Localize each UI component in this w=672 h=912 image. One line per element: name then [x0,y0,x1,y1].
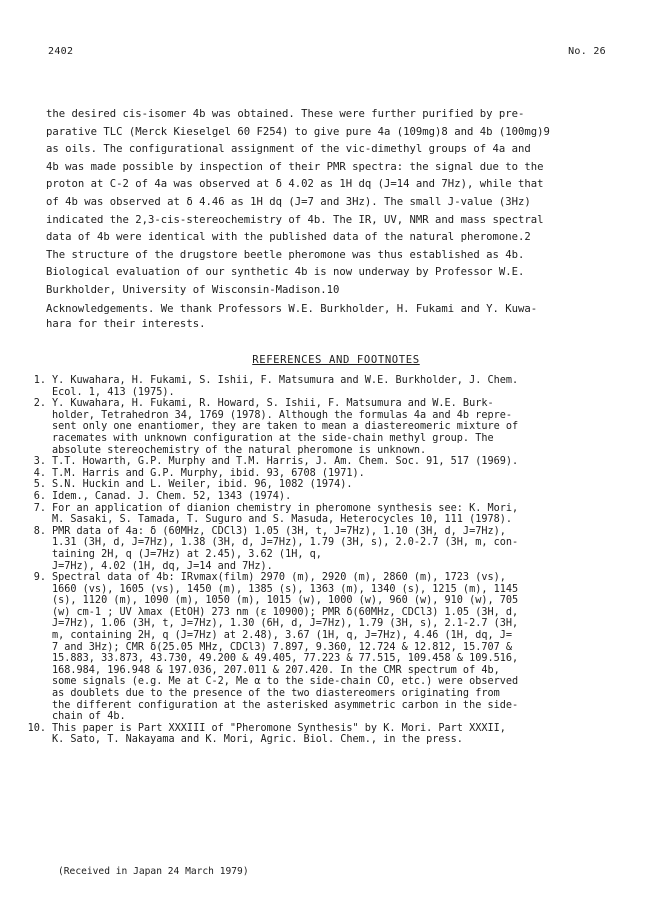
body-line: proton at C-2 of 4a was observed at δ 4.02 as 1H dq (J=14 and 7Hz), while that [46,178,544,191]
reference-number: 7. [33,502,46,514]
reference-number: 8. [33,525,46,537]
reference-text [52,572,632,723]
reference-line: Y. Kuwahara, H. Fukami, R. Howard, S. Ishii, F. Matsumura and W.E. Burk- [52,398,494,410]
ack-line: Acknowledgements. We thank Professors W.E. Burkholder, H. Fukami and Y. Kuwa- [46,303,538,315]
reference-line: K. Sato, T. Nakayama and K. Mori, Agric. Biol. Chem., in the press. [52,734,463,746]
reference-line: This paper is Part XXXIII of "Pheromone Synthesis" by K. Mori. Part XXXII, [52,722,506,734]
reference-line: absolute stereochemistry of the natural pheromone is unknown. [52,444,427,456]
body-line: indicated the 2,3-cis-stereochemistry of 4b. The IR, UV, NMR and mass spectral [46,213,544,226]
reference-line: as doublets due to the presence of the two diastereomers originating from [52,688,500,700]
references-heading-text: REFERENCES AND FOOTNOTES [252,354,420,366]
reference-text [52,723,632,746]
reference-line: Idem., Canad. J. Chem. 52, 1343 (1974). [52,490,292,502]
body-line: of 4b was observed at δ 4.46 as 1H dq (J=7 and 3Hz). The small J-value (3Hz) [46,195,531,208]
journal-issue: No. 26 [568,46,606,57]
reference-line: T.M. Harris and G.P. Murphy, ibid. 93, 6708 (1971). [52,467,365,479]
reference-line: Y. Kuwahara, H. Fukami, S. Ishii, F. Matsumura and W.E. Burkholder, J. Chem. [52,375,519,386]
reference-text [52,398,632,456]
body-line: the desired cis-isomer 4b was obtained. These were further purified by pre- [46,108,525,120]
reference-text [52,468,632,480]
body-line: 4b was made possible by inspection of their PMR spectra: the signal due to the [46,160,544,173]
reference-item [20,456,632,468]
reference-text [52,375,632,398]
reference-number: 2. [33,398,46,410]
reference-item [20,526,632,572]
page-number: 2402 [48,46,74,57]
reference-line: T.T. Howarth, G.P. Murphy and T.M. Harris, J. Am. Chem. Soc. 91, 517 (1969). [52,456,519,468]
reference-text [52,491,632,503]
reference-line: Ecol. 1, 413 (1975). [52,386,175,398]
body-line: The structure of the drugstore beetle pheromone was thus established as 4b. [46,248,525,261]
reference-line: sent only one enantiomer, they are taken to mean a diastereomeric mixture of [52,421,519,433]
reference-line: 168.984, 196.948 & 197.036, 207.011 & 207.420. In the CMR spectrum of 4b, [52,664,500,676]
reference-item [20,491,632,503]
body-line: data of 4b were identical with the published data of the natural pheromone.2 [46,231,531,244]
body-line: Burkholder, University of Wisconsin-Madison.10 [46,283,340,296]
reference-number: 6. [33,490,46,502]
reference-item [20,572,632,723]
reference-line: (w) cm-1 ; UV λmax (EtOH) 273 nm (ε 10900); PMR δ(60MHz, CDCl3) 1.05 (3H, d, [52,606,519,618]
reference-text [52,526,632,572]
reference-text [52,479,632,491]
reference-line: 15.883, 33.873, 43.730, 49.200 & 49.405, 77.223 & 77.515, 109.458 & 109.516, [52,653,519,665]
reference-item [20,375,632,398]
reference-line: m, containing 2H, q (J=7Hz) at 2.48), 3.67 (1H, q, J=7Hz), 4.46 (1H, dq, J= [52,630,513,642]
reference-number: 10. [27,722,46,734]
ack-line: hara for their interests. [46,318,206,330]
reference-line: the different configuration at the asterisked asymmetric carbon in the side- [52,699,519,711]
reference-item [20,468,632,480]
reference-line: S.N. Huckin and L. Weiler, ibid. 96, 1082 (1974). [52,479,353,491]
reference-number: 3. [33,456,46,468]
reference-line: chain of 4b. [52,711,126,723]
reference-item [20,723,632,746]
reference-line: Spectral data of 4b: IRνmax(film) 2970 (m), 2920 (m), 2860 (m), 1723 (vs), [52,572,506,584]
reference-number: 9. [33,572,46,584]
received-date: (Received in Japan 24 March 1979) [58,866,249,877]
reference-number: 1. [33,375,46,386]
body-line: as oils. The configurational assignment of the vic-dimethyl groups of 4a and [46,143,531,156]
body-paragraph [46,106,612,300]
references-heading [0,354,672,366]
reference-item [20,503,632,526]
reference-line: some signals (e.g. Me at C-2, Me α to the side-chain CO, etc.) were observed [52,676,519,688]
reference-line: racemates with unknown configuration at the side-chain methyl group. The [52,432,494,444]
reference-line: For an application of dianion chemistry in pheromone synthesis see: K. Mori, [52,502,519,514]
reference-line: holder, Tetrahedron 34, 1769 (1978). Although the formulas 4a and 4b repre- [52,409,513,421]
reference-number: 5. [33,479,46,491]
reference-item [20,479,632,491]
reference-item [20,398,632,456]
reference-line: 7 and 3Hz); CMR δ(25.05 MHz, CDCl3) 7.897, 9.360, 12.724 & 12.812, 15.707 & [52,641,513,653]
reference-line: 1660 (vs), 1605 (vs), 1450 (m), 1385 (s), 1363 (m), 1340 (s), 1215 (m), 1145 [52,583,519,595]
reference-line: M. Sasaki, S. Tamada, T. Suguro and S. Masuda, Heterocycles 10, 111 (1978). [52,514,513,526]
reference-line: taining 2H, q (J=7Hz) at 2.45), 3.62 (1H, q, [52,548,322,560]
reference-text [52,503,632,526]
reference-line: J=7Hz), 4.02 (1H, dq, J=14 and 7Hz). [52,560,273,572]
references-list [20,375,632,746]
reference-line: (s), 1120 (m), 1090 (m), 1050 (m), 1015 (w), 1000 (w), 960 (w), 910 (w), 705 [52,595,519,607]
reference-number: 4. [33,467,46,479]
body-line: parative TLC (Merck Kieselgel 60 F254) to give pure 4a (109mg)8 and 4b (100mg)9 [46,125,550,138]
body-line: Biological evaluation of our synthetic 4b is now underway by Professor W.E. [46,266,525,279]
reference-line: PMR data of 4a: δ (60MHz, CDCl3) 1.05 (3H, t, J=7Hz), 1.10 (3H, d, J=7Hz), [52,525,506,537]
acknowledgements [46,302,612,332]
reference-line: J=7Hz), 1.06 (3H, t, J=7Hz), 1.30 (6H, d, J=7Hz), 1.79 (3H, s), 2.1-2.7 (3H, [52,618,519,630]
reference-text [52,456,632,468]
reference-line: 1.31 (3H, d, J=7Hz), 1.38 (3H, d, J=7Hz), 1.79 (3H, s), 2.0-2.7 (3H, m, con- [52,537,519,549]
